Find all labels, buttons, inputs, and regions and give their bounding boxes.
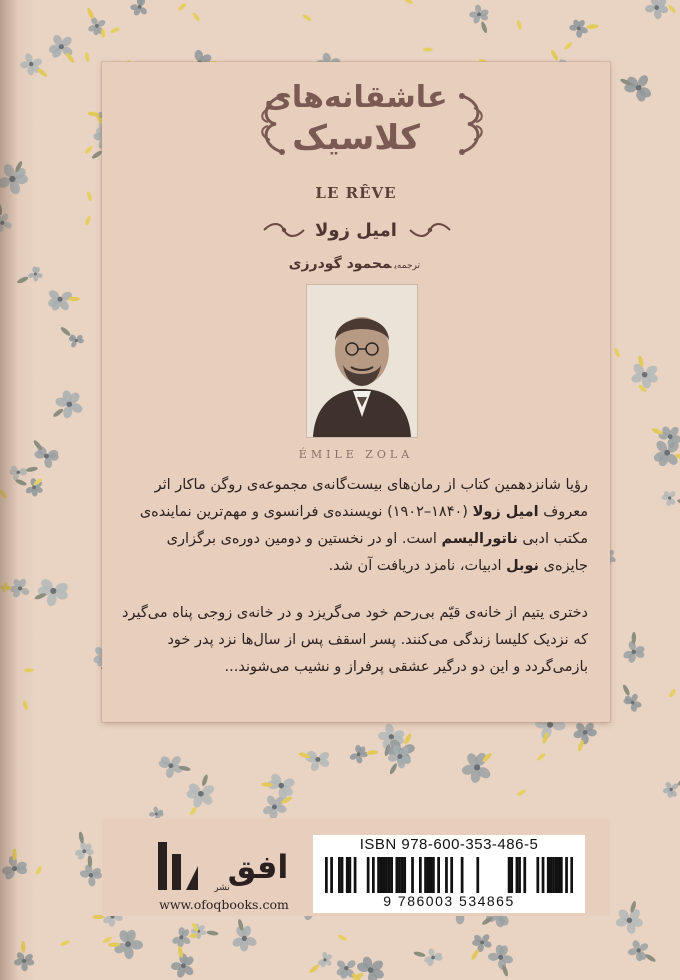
barcode-bar [401,857,404,893]
yellow-leaf-motif [536,752,546,762]
floral-motif [627,939,656,963]
barcode-bar [325,857,328,893]
barcode-bar [518,857,521,893]
barcode-bar [388,857,391,893]
floral-motif [298,749,331,773]
barcode-bar [341,857,344,893]
yellow-leaf-motif [516,788,527,797]
barcode-bar [385,857,388,893]
desc-text-a: رؤیا شانزدهمین کتاب از رمان‌های بیست‌گانه‌ی مجموعه‌ی روگن ماکار اثر معروف [154,477,588,520]
series-title-line1: عاشقانه‌های [264,80,448,115]
publisher-website: www.ofoqbooks.com [159,897,289,912]
barcode-bar [411,857,414,893]
yellow-leaf-motif [85,52,90,62]
barcode-bar [395,857,398,893]
floral-motif [469,4,489,34]
yellow-leaf-motif [337,934,348,942]
yellow-leaf-motif [60,939,71,947]
barcode-bar [377,857,380,893]
barcode-bar [380,857,383,893]
isbn-label: ISBN 978-600-353-486-5 [359,836,539,853]
series-title-line2: کلاسیک [292,118,420,158]
barcode-bar [346,857,349,893]
ofoq-publisher-logo [150,840,290,892]
barcode-bar [398,857,401,893]
floral-motif [619,73,652,102]
yellow-leaf-motif [516,20,523,31]
yellow-leaf-motif [86,191,93,202]
floral-motif [74,831,94,861]
barcode-bar [523,857,526,893]
desc-author-bold: امیل زولا [472,504,539,520]
yellow-leaf-motif [84,145,94,155]
floral-motif [573,721,597,752]
barcode-bar [382,857,385,893]
yellow-leaf-motif [423,48,433,52]
desc-prize-bold: نوبل [506,558,540,574]
translator-name: محمود گودرزی [288,256,392,272]
yellow-leaf-motif [668,688,677,699]
barcode-bar [330,857,333,893]
barcode-bar [450,857,453,893]
yellow-leaf-motif [614,347,621,358]
barcode-bar [560,857,563,893]
barcode-bar [437,857,440,893]
yellow-leaf-motif [109,27,120,34]
floral-motif [349,745,379,764]
barcode-bar [424,857,427,893]
barcode-bar [550,857,553,893]
floral-motif [262,794,293,820]
floral-motif [615,900,644,934]
barcode-bar [565,857,568,893]
barcode-bar [429,857,432,893]
barcode-bar [390,857,393,893]
desc-school-bold: ناتورالیسم [441,531,518,547]
isbn-barcode-box [313,835,585,913]
original-title: LE RÊVE [315,184,397,202]
floral-motif [108,929,143,960]
right-author-ornament-icon [408,222,452,238]
translator-prefix: ترجمه‌ی [394,261,420,271]
barcode-bar [403,857,406,893]
author-name-persian: امیل زولا [315,220,397,241]
barcode-bar [510,857,513,893]
barcode-bar [372,857,375,893]
yellow-leaf-motif [177,2,187,12]
barcode-bar [552,857,555,893]
logo-text: افق [227,848,289,886]
floral-motif [461,751,493,783]
logo-subtext: نشر [214,883,230,892]
floral-motif [622,632,645,664]
barcode-bar [536,857,539,893]
barcode-bar [461,857,464,893]
floral-motif [308,952,333,975]
floral-motif [622,684,643,713]
desc-text-b: (۱۸۴۰–۱۹۰۲) نویسنده‌ی فرانسوی و مهم‌ترین نماینده‌ی مکتب ادبی [139,504,588,547]
yellow-leaf-motif [667,4,677,14]
floral-motif [186,774,215,809]
yellow-leaf-motif [192,12,201,22]
description-paragraph-2: دختری یتیم از خانه‌ی قیّم بی‌رحم خود می‌گریزد و در خانه‌ی زوجی پناه می‌گیرد که نزدیک کلیسا زندگی می‌کنند. پسر اسقف پس از سال‌ها نزد پدر خود بازمی‌گردد و این دو درگیر عشقی پرفراز و نشیب می‌شوند... [122,605,588,675]
floral-motif [413,948,443,967]
desc-text-d: ادبیات، نامزد دریافت آن شد. [328,558,507,574]
floral-motif [158,754,191,778]
barcode-bar [557,857,560,893]
floral-motif [130,0,148,17]
yellow-leaf-motif [189,806,198,816]
barcode-bar [508,857,511,893]
barcode-bar [570,857,573,893]
yellow-leaf-motif [302,13,313,22]
floral-motif [488,944,514,977]
barcode-bar [542,857,545,893]
yellow-leaf-motif [403,0,414,5]
author-portrait-photo [306,284,418,438]
barcode-digits: 9 786003 534865 [383,893,515,909]
yellow-leaf-motif [84,215,91,226]
barcode-bar [432,857,435,893]
floral-motif [662,776,680,798]
floral-motif [79,855,102,887]
floral-motif [661,490,680,506]
barcode-bar [476,857,479,893]
desc-text-c: است. او در نخستین و دومین دوره‌ی برگزاری جایزه‌ی [166,531,588,574]
barcode-bar [555,857,558,893]
floral-motif [171,946,196,979]
floral-motif [261,772,296,800]
cover-label-panel [102,62,610,722]
yellow-leaf-motif [102,936,113,944]
barcode-bars [325,857,573,893]
barcode-bar [445,857,448,893]
floral-motif [645,0,669,20]
translator-credit [289,256,420,272]
barcode-bar [516,857,519,893]
description-paragraph-1 [118,472,588,580]
author-name-latin: ÉMILE ZOLA [298,448,414,461]
barcode-bar [354,857,357,893]
floral-motif [60,326,84,349]
yellow-leaf-motif [563,41,573,51]
floral-motif [652,439,680,468]
barcode-bar [419,857,422,893]
floral-motif [630,355,659,390]
barcode-bar [367,857,370,893]
spine-shadow [0,0,60,980]
barcode-bar [547,857,550,893]
barcode-bar [427,857,430,893]
floral-motif [231,919,258,952]
barcode-bar [348,857,351,893]
barcode-bar [338,857,341,893]
floral-motif [569,19,599,38]
